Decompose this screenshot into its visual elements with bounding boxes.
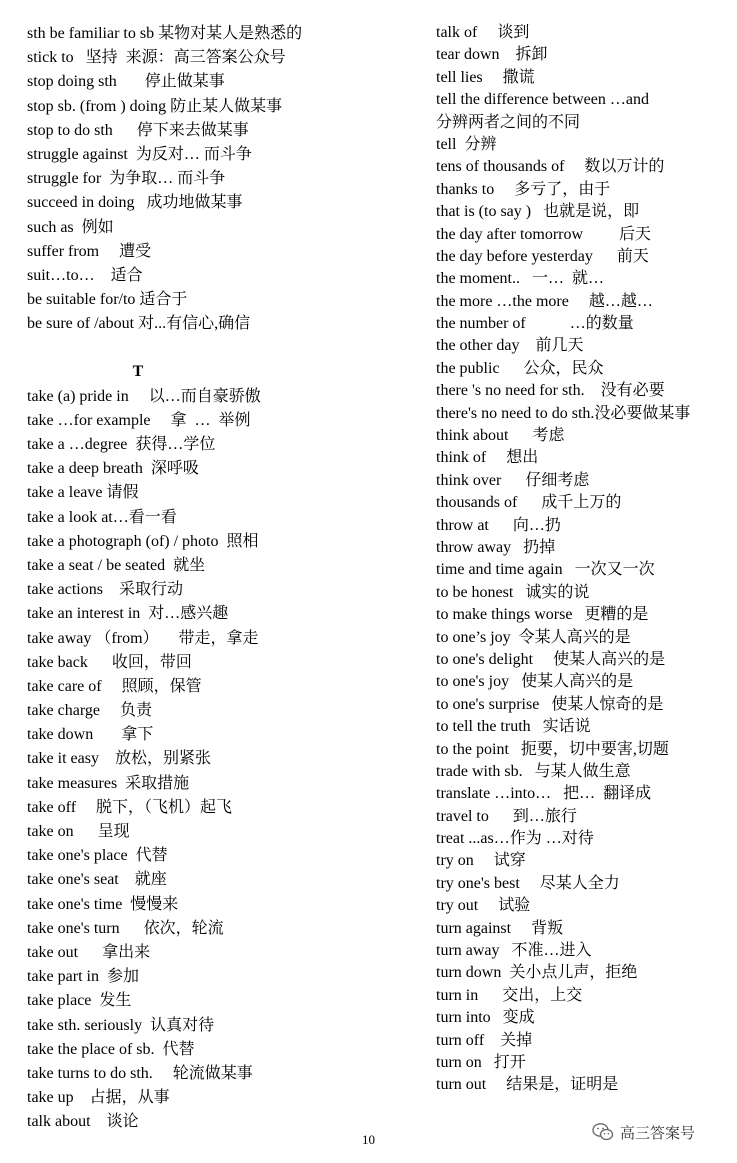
entry: throw away 扔掉 [436, 538, 556, 556]
watermark-text: 高三答案号 [620, 1123, 696, 1142]
entry: take on 呈现 [27, 823, 130, 840]
entry: the day after tomorrow 后天 [436, 225, 652, 243]
entry: be suitable for/to 适合于 [27, 291, 188, 309]
entry: there 's no need for sth. 没有必要 [436, 382, 665, 400]
wechat-icon [592, 1122, 614, 1142]
entry: the number of …的数量 [436, 315, 634, 333]
entry: succeed in doing 成功地做某事 [27, 194, 243, 212]
entry: turn off 关掉 [436, 1031, 533, 1049]
entry: the day before yesterday 前天 [436, 247, 649, 265]
entry: take a deep breath 深呼吸 [27, 460, 199, 478]
entry: throw at 向…扔 [436, 516, 561, 534]
entry: suit…to… 适合 [27, 266, 143, 284]
section-heading: T [132, 363, 144, 381]
entry: take back 收回，带回 [27, 653, 192, 671]
entry: stop sb. (from ) doing 防止某人做某事 [27, 97, 283, 115]
left-column [27, 22, 407, 1134]
entry: think of 想出 [436, 449, 539, 467]
entry: take actions 采取行动 [27, 581, 183, 599]
entry: tens of thousands of 数以万计的 [436, 158, 665, 176]
entry: take one's seat 就座 [27, 871, 167, 889]
entry: struggle against 为反对… 而斗争 [27, 145, 252, 163]
entry: stick to 坚持 来源：高三答案公众号 [27, 49, 286, 67]
page-number: 10 [362, 1132, 375, 1147]
entry: take …for example 拿 … 举例 [27, 411, 251, 429]
entry: suffer from 遭受 [27, 242, 152, 260]
entry: try on 试穿 [436, 852, 526, 870]
entry: the public 公众，民众 [436, 359, 604, 377]
entry: travel to 到…旅行 [436, 807, 577, 825]
entry: think over 仔细考虑 [436, 471, 590, 489]
entry: take a leave 请假 [27, 484, 139, 502]
entry: sth be familiar to sb 某物对某人是熟悉的 [27, 25, 303, 42]
entry: tell 分辨 [436, 135, 497, 153]
entry: to be honest 诚实的说 [436, 583, 590, 601]
section-gap [27, 336, 407, 360]
entry: take one's time 慢慢来 [27, 895, 179, 913]
entry: stop to do sth 停下来去做某事 [27, 121, 249, 139]
entry: to the point 扼要，切中要害,切题 [436, 740, 669, 758]
s-entries [27, 22, 407, 336]
entry: take off 脱下，（飞机）起飞 [27, 798, 233, 816]
entry: to one's surprise 使某人惊奇的是 [436, 695, 664, 713]
entry: turn away 不准…进入 [436, 942, 592, 960]
entry: to one's joy 使某人高兴的是 [436, 673, 634, 691]
right-column [436, 22, 731, 1097]
entry: turn against 背叛 [436, 919, 564, 937]
entry: take sth. seriously 认真对待 [27, 1016, 215, 1034]
entry: there's no need to do sth.没必要做某事 [436, 404, 691, 422]
entry: turn down 关小点儿声，拒绝 [436, 964, 638, 982]
entry: treat ...as…作为 …对待 [436, 830, 594, 848]
entry: tell the difference between …and [436, 91, 649, 109]
entry: take care of 照顾，保管 [27, 677, 202, 695]
entry: the moment.. 一… 就… [436, 270, 604, 288]
entry: translate …into… 把… 翻译成 [436, 785, 652, 803]
entry: take it easy 放松，别紧张 [27, 750, 211, 768]
entry: to tell the truth 实话说 [436, 718, 591, 736]
entry: to one's delight 使某人高兴的是 [436, 650, 666, 668]
entry: take a …degree 获得…学位 [27, 436, 216, 453]
entry: think about 考虑 [436, 427, 565, 445]
entry: take part in 参加 [27, 968, 139, 986]
entry: time and time again 一次又一次 [436, 561, 655, 579]
entry: take place 发生 [27, 992, 132, 1010]
entry: take down 拿下 [27, 726, 154, 744]
entry: turn in 交出，上交 [436, 986, 583, 1004]
entry: be sure of /about 对...有信心,确信 [27, 315, 251, 333]
entry: take out 拿出来 [27, 943, 151, 961]
entry: trade with sb. 与某人做生意 [436, 762, 631, 780]
entry: struggle for 为争取… 而斗争 [27, 170, 226, 188]
entry: the more …the more 越…越… [436, 292, 653, 310]
entry: try one's best 尽某人全力 [436, 874, 620, 892]
entry: take one's turn 依次，轮流 [27, 919, 224, 937]
entry: thousands of 成千上万的 [436, 494, 622, 512]
entry: stop doing sth 停止做某事 [27, 73, 225, 91]
entry: take measures 采取措施 [27, 774, 190, 792]
entry: talk about 谈论 [27, 1113, 139, 1131]
entry: turn on 打开 [436, 1053, 526, 1071]
entry: turn out 结果是，证明是 [436, 1076, 619, 1094]
entry: tell lies 撒谎 [436, 68, 535, 86]
entry: 分辨两者之间的不同 [436, 113, 581, 131]
entry: talk of 谈到 [436, 24, 530, 41]
entry: take up 占据，从事 [27, 1089, 170, 1107]
entry: such as 例如 [27, 218, 114, 236]
entry: take an interest in 对…感兴趣 [27, 605, 229, 623]
entry: take the place of sb. 代替 [27, 1040, 195, 1058]
entry: take a seat / be seated 就坐 [27, 556, 206, 574]
entry: the other day 前几天 [436, 337, 584, 355]
entry: take (a) pride in 以…而自豪骄傲 [27, 387, 261, 405]
entry: thanks to 多亏了，由于 [436, 180, 611, 198]
entry: turn into 变成 [436, 1009, 535, 1027]
entry: take turns to do sth. 轮流做某事 [27, 1064, 253, 1082]
entry: tear down 拆卸 [436, 46, 548, 64]
entry: that is (to say ) 也就是说，即 [436, 203, 640, 221]
entry: take a photograph (of) / photo 照相 [27, 532, 259, 550]
entry: take away （from） 带走，拿走 [27, 629, 259, 647]
entry: try out 试验 [436, 897, 531, 915]
entry: take one's place 代替 [27, 847, 168, 865]
entry: take charge 负责 [27, 702, 152, 720]
entry: to make things worse 更糟的是 [436, 606, 649, 624]
entry: take a look at…看一看 [27, 508, 177, 526]
wechat-watermark [592, 1120, 695, 1144]
t-entries [27, 385, 407, 1135]
entry: to one’s joy 令某人高兴的是 [436, 628, 631, 646]
